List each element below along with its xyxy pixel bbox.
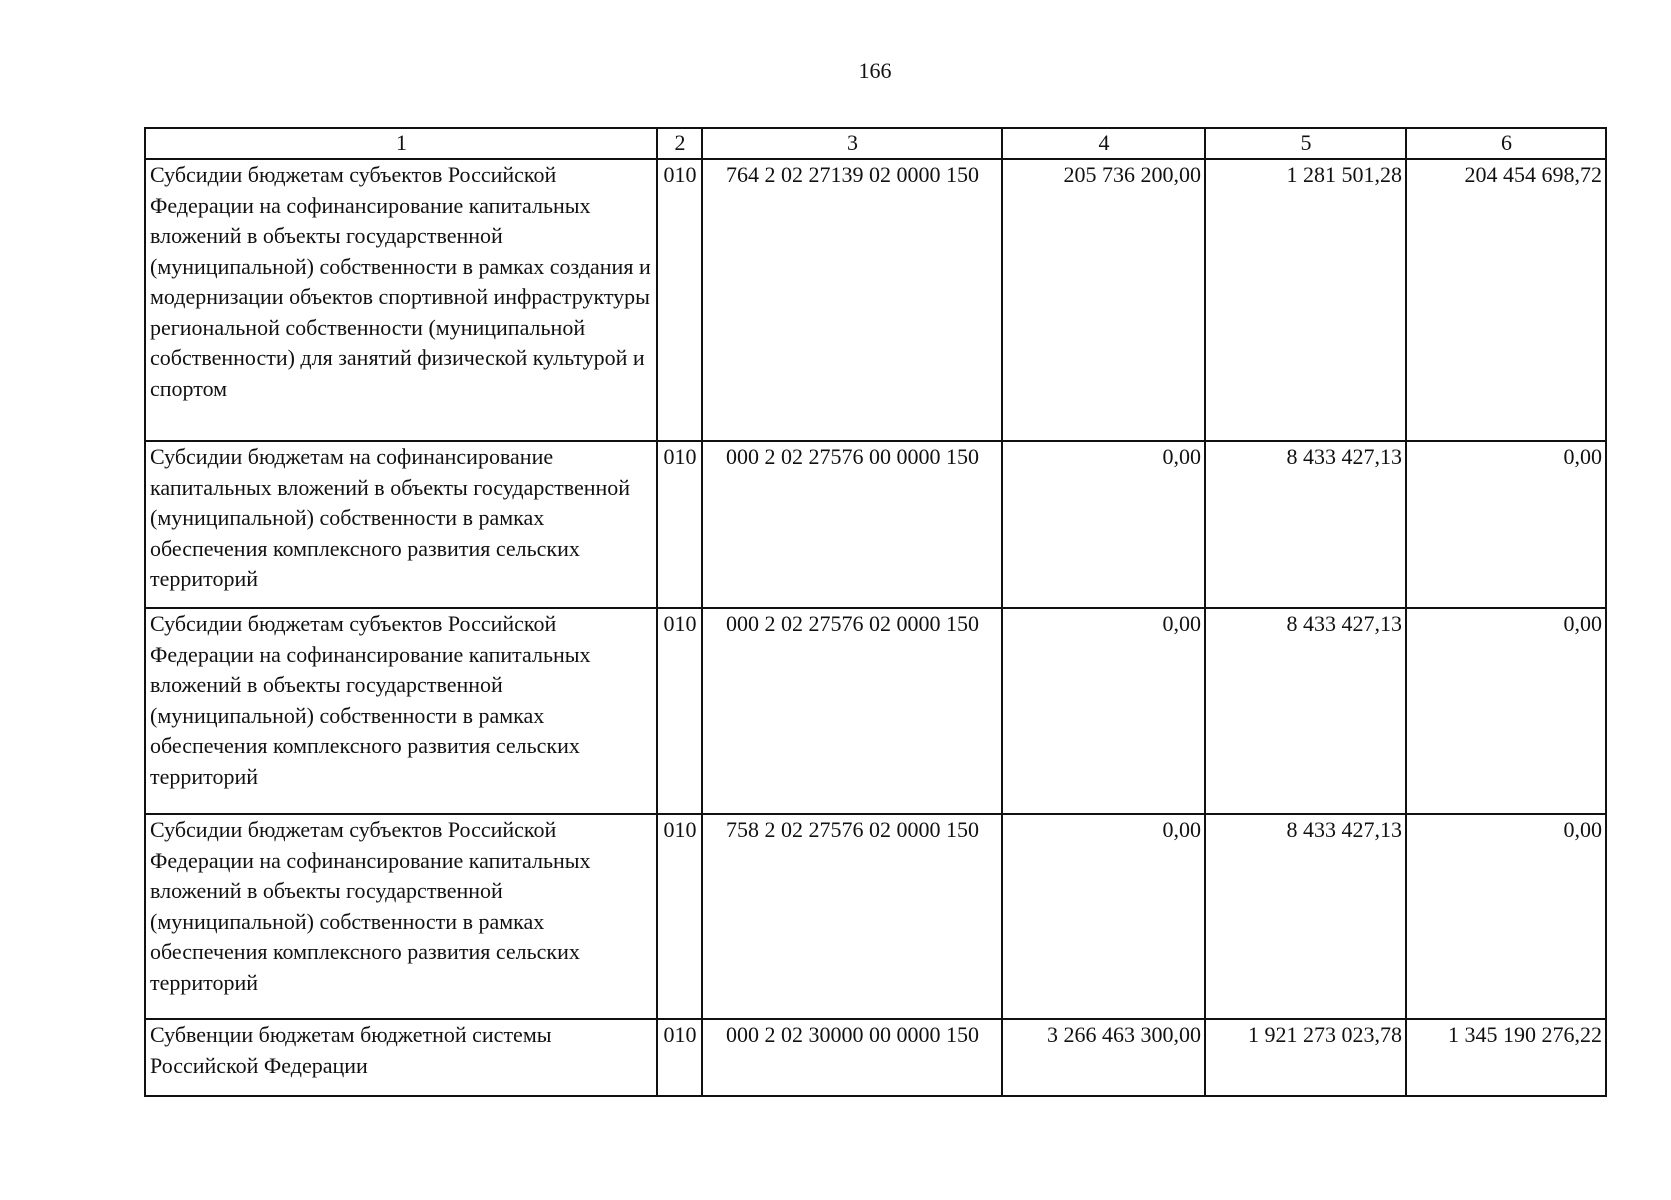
column-header: 1: [145, 128, 657, 159]
row-line-code-cell: 010: [657, 159, 702, 441]
row-name-cell: Субсидии бюджетам субъектов Российской Федерации на софинансирование капитальных вложений в объекты государственной (муниципальной) собственности в рамках обеспечения комплексного развития сельских территорий: [145, 608, 657, 814]
row-approved-cell: 205 736 200,00: [1002, 159, 1205, 441]
table-row: [145, 814, 1606, 1019]
row-name-cell: Субсидии бюджетам субъектов Российской Федерации на софинансирование капитальных вложений в объекты государственной (муниципальной) собственности в рамках обеспечения комплексного развития сельских территорий: [145, 814, 657, 1019]
row-unexecuted-cell: 0,00: [1406, 608, 1606, 814]
column-header: 3: [702, 128, 1002, 159]
row-approved-cell: 3 266 463 300,00: [1002, 1019, 1205, 1096]
row-name-cell: Субвенции бюджетам бюджетной системы Российской Федерации: [145, 1019, 657, 1096]
table-header-row: [145, 128, 1606, 159]
row-approved-cell: 0,00: [1002, 814, 1205, 1019]
column-header: 6: [1406, 128, 1606, 159]
row-line-code-cell: 010: [657, 608, 702, 814]
row-approved-cell: 0,00: [1002, 441, 1205, 608]
row-line-code-cell: 010: [657, 814, 702, 1019]
column-header: 4: [1002, 128, 1205, 159]
column-header: 5: [1205, 128, 1406, 159]
row-line-code-cell: 010: [657, 1019, 702, 1096]
row-budget-code-cell: 000 2 02 27576 00 0000 150: [702, 441, 1002, 608]
row-budget-code-cell: 000 2 02 27576 02 0000 150: [702, 608, 1002, 814]
row-unexecuted-cell: 0,00: [1406, 814, 1606, 1019]
row-name-cell: Субсидии бюджетам на софинансирование капитальных вложений в объекты государственной (муниципальной) собственности в рамках обеспечения комплексного развития сельских территорий: [145, 441, 657, 608]
column-header: 2: [657, 128, 702, 159]
page-number: 166: [858, 58, 892, 83]
row-executed-cell: 1 921 273 023,78: [1205, 1019, 1406, 1096]
row-approved-cell: 0,00: [1002, 608, 1205, 814]
row-executed-cell: 8 433 427,13: [1205, 608, 1406, 814]
table-row: [145, 608, 1606, 814]
row-executed-cell: 8 433 427,13: [1205, 441, 1406, 608]
table-row: [145, 1019, 1606, 1096]
row-unexecuted-cell: 1 345 190 276,22: [1406, 1019, 1606, 1096]
row-budget-code-cell: 000 2 02 30000 00 0000 150: [702, 1019, 1002, 1096]
row-executed-cell: 1 281 501,28: [1205, 159, 1406, 441]
row-unexecuted-cell: 0,00: [1406, 441, 1606, 608]
table-row: [145, 159, 1606, 441]
row-name-cell: Субсидии бюджетам субъектов Российской Федерации на софинансирование капитальных вложений в объекты государственной (муниципальной) собственности в рамках создания и модернизации объектов спортивной инфраструктуры региональной собственности (муниципальной собственности) для занятий физической культурой и спортом: [145, 159, 657, 441]
row-line-code-cell: 010: [657, 441, 702, 608]
table-row: [145, 441, 1606, 608]
row-budget-code-cell: 764 2 02 27139 02 0000 150: [702, 159, 1002, 441]
budget-table: [144, 127, 1607, 1097]
row-executed-cell: 8 433 427,13: [1205, 814, 1406, 1019]
row-budget-code-cell: 758 2 02 27576 02 0000 150: [702, 814, 1002, 1019]
row-unexecuted-cell: 204 454 698,72: [1406, 159, 1606, 441]
